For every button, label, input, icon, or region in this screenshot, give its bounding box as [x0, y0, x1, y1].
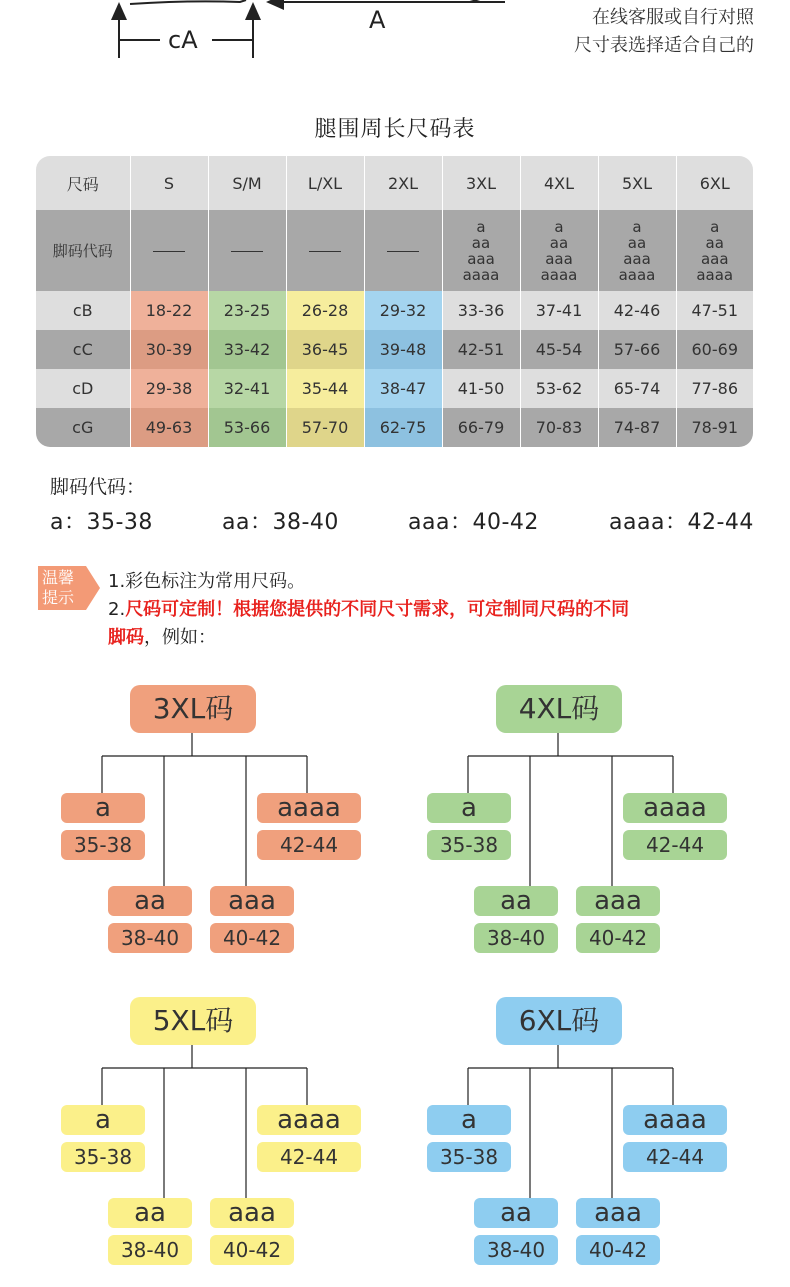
table-cell: 18-22: [130, 291, 208, 330]
tree-code-box: aa: [108, 1198, 192, 1228]
tree-code-box: aaa: [576, 886, 660, 916]
header-cell: L/XL: [286, 156, 364, 210]
legend-sep: ：: [664, 510, 688, 535]
note-line-2: 尺寸表选择适合自己的: [574, 35, 754, 56]
row-label: cD: [36, 369, 130, 408]
header-cell: S: [130, 156, 208, 210]
size-tree-6xl: [427, 997, 737, 1287]
table-cell: 41-50: [442, 369, 520, 408]
note-line-1: 在线客服或自行对照: [592, 7, 754, 28]
table-row-cd: [36, 369, 753, 408]
table-cell: 23-25: [208, 291, 286, 330]
dash-mark: [387, 251, 419, 252]
size-tree-4xl: [427, 685, 737, 975]
dash-mark: [231, 251, 263, 252]
legend-range: 40-42: [472, 510, 539, 535]
tip-line-1: 1.彩色标注为常用尺码。: [108, 571, 306, 592]
tip-line-2: [108, 595, 629, 621]
tree-range-box: 42-44: [623, 1142, 727, 1172]
dash-mark: [309, 251, 341, 252]
tree-root-label: 3XL码: [130, 685, 256, 733]
legend-sep: ：: [249, 510, 273, 535]
legend-range: 42-44: [687, 510, 754, 535]
tree-range-box: 35-38: [61, 830, 145, 860]
tree-code-box: a: [61, 1105, 145, 1135]
tree-range-box: 42-44: [257, 830, 361, 860]
label-ca: cA: [168, 26, 198, 54]
table-cell: 37-41: [520, 291, 598, 330]
dash-mark: [153, 251, 185, 252]
tree-code-box: aaaa: [623, 1105, 727, 1135]
table-cell: 29-32: [364, 291, 442, 330]
table-cell: 32-41: [208, 369, 286, 408]
tree-range-box: 40-42: [576, 923, 660, 953]
tip-line-3-rest: ，例如：: [144, 627, 216, 648]
table-cell: 26-28: [286, 291, 364, 330]
tree-code-box: aa: [474, 886, 558, 916]
legend-range: 38-40: [272, 510, 339, 535]
tree-code-box: aaaa: [623, 793, 727, 823]
header-cell: 5XL: [598, 156, 676, 210]
table-cell: 57-66: [598, 330, 676, 369]
tree-code-box: aaaa: [257, 1105, 361, 1135]
legend-item-a: [50, 505, 153, 536]
tip-badge-line2: 提示: [42, 588, 75, 607]
tree-code-box: aa: [108, 886, 192, 916]
table-cell: [286, 210, 364, 291]
foot-code-title: 脚码代码：: [50, 476, 146, 498]
table-cell: 38-47: [364, 369, 442, 408]
table-cell: 33-42: [208, 330, 286, 369]
header-cell: 3XL: [442, 156, 520, 210]
table-cell: [208, 210, 286, 291]
table-cell: 65-74: [598, 369, 676, 408]
row-label: cG: [36, 408, 130, 447]
table-cell: 35-44: [286, 369, 364, 408]
tip-badge-line1: 温馨: [42, 568, 75, 587]
tree-range-box: 40-42: [576, 1235, 660, 1265]
table-cell: 53-66: [208, 408, 286, 447]
table-cell: 57-70: [286, 408, 364, 447]
table-cell: 78-91: [676, 408, 753, 447]
legend-code: aa: [222, 510, 250, 535]
tip-line-2-red: 尺码可定制！根据您提供的不同尺寸需求，可定制同尺码的不同: [125, 599, 630, 620]
table-cell: a aa aaa aaaa: [598, 210, 676, 291]
table-cell: 39-48: [364, 330, 442, 369]
tree-range-box: 35-38: [427, 830, 511, 860]
table-title: 腿围周长尺码表: [314, 117, 476, 142]
legend-item-aaaa: [609, 505, 754, 536]
tree-range-box: 42-44: [623, 830, 727, 860]
legend-sep: ：: [63, 510, 87, 535]
table-cell: [130, 210, 208, 291]
tree-root-label: 5XL码: [130, 997, 256, 1045]
table-cell: 70-83: [520, 408, 598, 447]
header-cell: S/M: [208, 156, 286, 210]
table-cell: 62-75: [364, 408, 442, 447]
label-a: A: [369, 6, 386, 34]
table-cell: a aa aaa aaaa: [520, 210, 598, 291]
table-cell: 53-62: [520, 369, 598, 408]
table-cell: a aa aaa aaaa: [442, 210, 520, 291]
table-cell: 74-87: [598, 408, 676, 447]
table-cell: 30-39: [130, 330, 208, 369]
tree-root-label: 6XL码: [496, 997, 622, 1045]
tree-code-box: a: [427, 793, 511, 823]
legend-code: aaa: [408, 510, 450, 535]
tree-range-box: 40-42: [210, 923, 294, 953]
table-cell: 42-51: [442, 330, 520, 369]
tree-range-box: 38-40: [474, 923, 558, 953]
legend-item-aa: [222, 505, 339, 536]
tree-code-box: a: [61, 793, 145, 823]
table-row-cg: [36, 408, 753, 447]
header-cell: 2XL: [364, 156, 442, 210]
table-cell: [364, 210, 442, 291]
table-row-cb: [36, 291, 753, 330]
table-cell: 77-86: [676, 369, 753, 408]
legend-code: a: [50, 510, 64, 535]
table-cell: 47-51: [676, 291, 753, 330]
foot-code-row: [36, 210, 753, 291]
tree-range-box: 42-44: [257, 1142, 361, 1172]
header-cell: 尺码: [36, 156, 130, 210]
legend-item-aaa: [408, 505, 539, 536]
tip-line-3-red: 脚码: [108, 627, 144, 648]
tip-line-3: [108, 623, 216, 649]
tree-range-box: 38-40: [108, 1235, 192, 1265]
header-cell: 4XL: [520, 156, 598, 210]
table-cell: 29-38: [130, 369, 208, 408]
size-tree-3xl: [61, 685, 371, 975]
tip-line-2-prefix: 2.: [108, 599, 126, 620]
tree-root-label: 4XL码: [496, 685, 622, 733]
size-table: [36, 156, 753, 447]
tip-badge: [38, 566, 100, 610]
tree-range-box: 40-42: [210, 1235, 294, 1265]
size-tree-5xl: [61, 997, 371, 1287]
legend-code: aaaa: [609, 510, 665, 535]
measurement-diagram: [0, 0, 790, 70]
tree-code-box: aaa: [576, 1198, 660, 1228]
legend-sep: ：: [449, 510, 473, 535]
table-row-cc: [36, 330, 753, 369]
table-cell: 45-54: [520, 330, 598, 369]
header-cell: 6XL: [676, 156, 753, 210]
table-cell: 66-79: [442, 408, 520, 447]
legend-range: 35-38: [86, 510, 153, 535]
tree-code-box: aaa: [210, 886, 294, 916]
table-cell: 33-36: [442, 291, 520, 330]
tree-code-box: aaaa: [257, 793, 361, 823]
table-cell: 42-46: [598, 291, 676, 330]
tree-range-box: 38-40: [108, 923, 192, 953]
table-cell: 60-69: [676, 330, 753, 369]
tree-range-box: 35-38: [427, 1142, 511, 1172]
table-cell: 49-63: [130, 408, 208, 447]
table-cell: a aa aaa aaaa: [676, 210, 753, 291]
row-label: 脚码代码: [36, 210, 130, 291]
row-label: cB: [36, 291, 130, 330]
row-label: cC: [36, 330, 130, 369]
table-header-row: [36, 156, 753, 210]
tree-code-box: aaa: [210, 1198, 294, 1228]
tree-code-box: aa: [474, 1198, 558, 1228]
table-cell: 36-45: [286, 330, 364, 369]
tree-code-box: a: [427, 1105, 511, 1135]
tree-range-box: 38-40: [474, 1235, 558, 1265]
tree-range-box: 35-38: [61, 1142, 145, 1172]
